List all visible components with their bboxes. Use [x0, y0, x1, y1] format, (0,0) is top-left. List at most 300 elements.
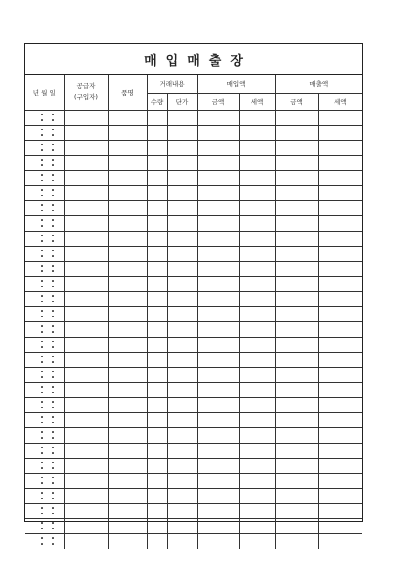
- date-separator-dot: [41, 528, 43, 530]
- ledger-cell: [167, 186, 197, 201]
- date-cell: [25, 140, 64, 155]
- date-cell: [25, 201, 64, 216]
- ledger-body: [25, 110, 362, 549]
- ledger-row: [25, 261, 362, 276]
- date-separator-dot: [52, 255, 54, 257]
- ledger-cell: [239, 519, 275, 534]
- ledger-cell: [239, 277, 275, 292]
- ledger-cell: [167, 140, 197, 155]
- ledger-cell: [275, 231, 318, 246]
- date-separator-dot: [41, 134, 43, 136]
- ledger-cell: [318, 367, 362, 382]
- ledger-cell: [64, 413, 108, 428]
- ledger-row: [25, 413, 362, 428]
- date-separator-dot: [52, 301, 54, 303]
- date-separator-dot: [41, 437, 43, 439]
- ledger-cell: [239, 473, 275, 488]
- ledger-cell: [318, 504, 362, 519]
- date-separator-dot: [52, 235, 54, 237]
- ledger-cell: [318, 261, 362, 276]
- ledger-cell: [108, 292, 147, 307]
- date-separator-dot: [52, 341, 54, 343]
- date-separator-dot: [52, 144, 54, 146]
- ledger-cell: [64, 473, 108, 488]
- ledger-cell: [64, 110, 108, 125]
- ledger-cell: [239, 110, 275, 125]
- date-separator-dot: [52, 416, 54, 418]
- ledger-cell: [64, 383, 108, 398]
- date-cell: [25, 171, 64, 186]
- ledger-cell: [275, 413, 318, 428]
- date-separator-dot: [41, 189, 43, 191]
- ledger-cell: [108, 383, 147, 398]
- ledger-cell: [147, 307, 167, 322]
- header-unit-price: 단가: [167, 93, 197, 110]
- ledger-cell: [147, 428, 167, 443]
- header-sales: 매출액: [275, 75, 362, 93]
- date-separator-dot: [52, 431, 54, 433]
- ledger-cell: [147, 519, 167, 534]
- ledger-cell: [147, 125, 167, 140]
- ledger-cell: [318, 322, 362, 337]
- ledger-cell: [197, 186, 239, 201]
- ledger-cell: [318, 307, 362, 322]
- ledger-cell: [64, 367, 108, 382]
- ledger-cell: [275, 246, 318, 261]
- ledger-cell: [167, 473, 197, 488]
- date-separator-dot: [52, 240, 54, 242]
- date-separator-dot: [41, 386, 43, 388]
- date-separator-dot: [41, 522, 43, 524]
- date-separator-dot: [41, 452, 43, 454]
- ledger-cell: [239, 201, 275, 216]
- ledger-cell: [167, 110, 197, 125]
- ledger-cell: [108, 246, 147, 261]
- date-separator-dot: [52, 386, 54, 388]
- ledger-cell: [167, 155, 197, 170]
- date-separator-dot: [41, 392, 43, 394]
- ledger-cell: [167, 171, 197, 186]
- document-title: 매입매출장: [144, 53, 252, 69]
- date-cell: [25, 352, 64, 367]
- ledger-cell: [197, 352, 239, 367]
- ledger-cell: [167, 504, 197, 519]
- ledger-sheet: [24, 43, 363, 522]
- ledger-cell: [167, 443, 197, 458]
- ledger-cell: [108, 322, 147, 337]
- ledger-cell: [197, 277, 239, 292]
- ledger-cell: [197, 504, 239, 519]
- ledger-cell: [147, 231, 167, 246]
- ledger-row: [25, 489, 362, 504]
- ledger-cell: [318, 110, 362, 125]
- date-separator-dot: [52, 437, 54, 439]
- date-cell: [25, 398, 64, 413]
- date-separator-dot: [52, 482, 54, 484]
- ledger-cell: [239, 413, 275, 428]
- date-separator-dot: [52, 195, 54, 197]
- ledger-cell: [147, 292, 167, 307]
- ledger-cell: [239, 307, 275, 322]
- ledger-cell: [64, 231, 108, 246]
- date-separator-dot: [52, 346, 54, 348]
- ledger-cell: [197, 489, 239, 504]
- ledger-cell: [64, 171, 108, 186]
- date-separator-dot: [41, 129, 43, 131]
- ledger-cell: [64, 504, 108, 519]
- ledger-cell: [64, 428, 108, 443]
- ledger-cell: [239, 489, 275, 504]
- ledger-cell: [197, 292, 239, 307]
- date-separator-dot: [41, 219, 43, 221]
- ledger-cell: [275, 519, 318, 534]
- date-cell: [25, 186, 64, 201]
- ledger-cell: [167, 125, 197, 140]
- ledger-cell: [239, 216, 275, 231]
- date-separator-dot: [52, 392, 54, 394]
- ledger-cell: [64, 443, 108, 458]
- ledger-cell: [108, 458, 147, 473]
- ledger-cell: [275, 110, 318, 125]
- date-separator-dot: [52, 250, 54, 252]
- ledger-row: [25, 277, 362, 292]
- date-separator-dot: [41, 310, 43, 312]
- ledger-cell: [318, 534, 362, 549]
- ledger-cell: [239, 367, 275, 382]
- date-cell: [25, 125, 64, 140]
- ledger-cell: [108, 231, 147, 246]
- ledger-cell: [239, 383, 275, 398]
- date-separator-dot: [52, 537, 54, 539]
- ledger-cell: [239, 171, 275, 186]
- ledger-cell: [275, 534, 318, 549]
- ledger-row: [25, 352, 362, 367]
- ledger-cell: [147, 534, 167, 549]
- date-separator-dot: [52, 280, 54, 282]
- date-separator-dot: [41, 280, 43, 282]
- ledger-row: [25, 322, 362, 337]
- ledger-cell: [167, 428, 197, 443]
- date-separator-dot: [41, 159, 43, 161]
- date-cell: [25, 383, 64, 398]
- ledger-cell: [275, 473, 318, 488]
- date-separator-dot: [41, 255, 43, 257]
- date-separator-dot: [52, 331, 54, 333]
- date-separator-dot: [41, 325, 43, 327]
- date-separator-dot: [41, 462, 43, 464]
- date-cell: [25, 519, 64, 534]
- ledger-cell: [239, 261, 275, 276]
- ledger-cell: [167, 337, 197, 352]
- ledger-cell: [197, 246, 239, 261]
- ledger-cell: [108, 534, 147, 549]
- ledger-cell: [167, 231, 197, 246]
- ledger-cell: [64, 352, 108, 367]
- date-separator-dot: [41, 240, 43, 242]
- ledger-cell: [64, 337, 108, 352]
- ledger-cell: [197, 155, 239, 170]
- date-cell: [25, 458, 64, 473]
- ledger-cell: [239, 428, 275, 443]
- ledger-cell: [275, 352, 318, 367]
- ledger-row: [25, 337, 362, 352]
- date-cell: [25, 534, 64, 549]
- date-separator-dot: [41, 210, 43, 212]
- ledger-cell: [108, 140, 147, 155]
- date-separator-dot: [41, 341, 43, 343]
- ledger-cell: [197, 261, 239, 276]
- date-separator-dot: [41, 346, 43, 348]
- ledger-cell: [64, 246, 108, 261]
- ledger-cell: [147, 277, 167, 292]
- ledger-cell: [275, 383, 318, 398]
- ledger-cell: [197, 216, 239, 231]
- date-separator-dot: [52, 507, 54, 509]
- ledger-table: [25, 75, 362, 549]
- ledger-cell: [108, 398, 147, 413]
- ledger-cell: [108, 443, 147, 458]
- ledger-cell: [318, 428, 362, 443]
- ledger-cell: [318, 337, 362, 352]
- header-purchase-amount: 금액: [197, 93, 239, 110]
- ledger-cell: [318, 186, 362, 201]
- date-separator-dot: [41, 265, 43, 267]
- ledger-cell: [197, 534, 239, 549]
- ledger-cell: [147, 383, 167, 398]
- header-supplier-line2: (구입자): [74, 93, 98, 102]
- date-separator-dot: [41, 295, 43, 297]
- ledger-cell: [108, 171, 147, 186]
- ledger-cell: [197, 458, 239, 473]
- date-separator-dot: [52, 462, 54, 464]
- ledger-cell: [147, 443, 167, 458]
- ledger-cell: [275, 186, 318, 201]
- date-separator-dot: [52, 180, 54, 182]
- ledger-cell: [64, 519, 108, 534]
- ledger-cell: [318, 231, 362, 246]
- ledger-cell: [318, 201, 362, 216]
- ledger-cell: [197, 140, 239, 155]
- date-cell: [25, 443, 64, 458]
- ledger-cell: [108, 413, 147, 428]
- date-separator-dot: [52, 522, 54, 524]
- ledger-cell: [239, 186, 275, 201]
- ledger-cell: [318, 413, 362, 428]
- ledger-cell: [64, 398, 108, 413]
- ledger-cell: [167, 534, 197, 549]
- ledger-cell: [167, 292, 197, 307]
- ledger-cell: [147, 110, 167, 125]
- ledger-cell: [318, 140, 362, 155]
- ledger-cell: [64, 216, 108, 231]
- date-separator-dot: [41, 195, 43, 197]
- header-date: 년 월 일: [25, 75, 64, 110]
- ledger-row: [25, 383, 362, 398]
- header-purchase: 매입액: [197, 75, 275, 93]
- header-purchase-tax: 세액: [239, 93, 275, 110]
- ledger-cell: [275, 398, 318, 413]
- date-cell: [25, 155, 64, 170]
- date-cell: [25, 292, 64, 307]
- ledger-row: [25, 186, 362, 201]
- date-separator-dot: [52, 270, 54, 272]
- ledger-cell: [275, 261, 318, 276]
- ledger-cell: [318, 458, 362, 473]
- ledger-cell: [64, 322, 108, 337]
- header-sales-amount: 금액: [275, 93, 318, 110]
- ledger-cell: [197, 519, 239, 534]
- ledger-cell: [318, 489, 362, 504]
- ledger-cell: [239, 231, 275, 246]
- ledger-row: [25, 231, 362, 246]
- ledger-row: [25, 246, 362, 261]
- ledger-cell: [275, 504, 318, 519]
- ledger-row: [25, 140, 362, 155]
- ledger-row: [25, 458, 362, 473]
- ledger-cell: [147, 489, 167, 504]
- date-separator-dot: [41, 507, 43, 509]
- ledger-cell: [64, 534, 108, 549]
- date-separator-dot: [41, 149, 43, 151]
- ledger-cell: [64, 201, 108, 216]
- ledger-cell: [318, 277, 362, 292]
- date-separator-dot: [41, 416, 43, 418]
- ledger-cell: [147, 322, 167, 337]
- ledger-cell: [167, 489, 197, 504]
- date-separator-dot: [41, 356, 43, 358]
- ledger-cell: [239, 398, 275, 413]
- date-separator-dot: [41, 270, 43, 272]
- ledger-row: [25, 443, 362, 458]
- ledger-cell: [275, 155, 318, 170]
- ledger-cell: [318, 383, 362, 398]
- date-separator-dot: [52, 129, 54, 131]
- ledger-cell: [275, 140, 318, 155]
- date-separator-dot: [52, 316, 54, 318]
- date-separator-dot: [52, 467, 54, 469]
- date-separator-dot: [52, 401, 54, 403]
- ledger-cell: [239, 458, 275, 473]
- ledger-cell: [64, 140, 108, 155]
- date-separator-dot: [41, 401, 43, 403]
- date-separator-dot: [52, 371, 54, 373]
- ledger-cell: [318, 246, 362, 261]
- ledger-cell: [64, 261, 108, 276]
- ledger-cell: [275, 125, 318, 140]
- ledger-cell: [167, 261, 197, 276]
- ledger-row: [25, 110, 362, 125]
- date-cell: [25, 367, 64, 382]
- date-cell: [25, 322, 64, 337]
- date-separator-dot: [41, 537, 43, 539]
- ledger-row: [25, 201, 362, 216]
- ledger-cell: [275, 489, 318, 504]
- ledger-cell: [147, 186, 167, 201]
- ledger-cell: [275, 307, 318, 322]
- ledger-cell: [147, 261, 167, 276]
- ledger-row: [25, 473, 362, 488]
- ledger-cell: [108, 125, 147, 140]
- date-separator-dot: [41, 543, 43, 545]
- date-separator-dot: [52, 513, 54, 515]
- date-separator-dot: [41, 422, 43, 424]
- ledger-cell: [275, 428, 318, 443]
- date-cell: [25, 110, 64, 125]
- ledger-cell: [167, 216, 197, 231]
- date-separator-dot: [52, 447, 54, 449]
- date-separator-dot: [52, 204, 54, 206]
- ledger-cell: [197, 383, 239, 398]
- date-separator-dot: [52, 114, 54, 116]
- ledger-row: [25, 428, 362, 443]
- date-separator-dot: [52, 310, 54, 312]
- ledger-cell: [197, 231, 239, 246]
- date-separator-dot: [41, 119, 43, 121]
- date-separator-dot: [52, 164, 54, 166]
- date-separator-dot: [41, 371, 43, 373]
- ledger-cell: [108, 337, 147, 352]
- ledger-cell: [167, 307, 197, 322]
- ledger-cell: [197, 307, 239, 322]
- date-separator-dot: [52, 422, 54, 424]
- date-separator-dot: [52, 477, 54, 479]
- ledger-cell: [318, 352, 362, 367]
- ledger-cell: [147, 201, 167, 216]
- ledger-cell: [167, 246, 197, 261]
- date-separator-dot: [52, 498, 54, 500]
- ledger-cell: [108, 216, 147, 231]
- ledger-cell: [108, 489, 147, 504]
- ledger-cell: [239, 443, 275, 458]
- ledger-row: [25, 292, 362, 307]
- ledger-cell: [64, 125, 108, 140]
- date-separator-dot: [41, 467, 43, 469]
- ledger-cell: [147, 473, 167, 488]
- ledger-cell: [108, 261, 147, 276]
- ledger-cell: [275, 216, 318, 231]
- ledger-cell: [318, 125, 362, 140]
- title-row: [25, 44, 362, 75]
- date-cell: [25, 504, 64, 519]
- date-separator-dot: [52, 210, 54, 212]
- ledger-cell: [318, 171, 362, 186]
- date-separator-dot: [52, 452, 54, 454]
- header-item: 품명: [108, 75, 147, 110]
- ledger-row: [25, 398, 362, 413]
- ledger-cell: [197, 473, 239, 488]
- ledger-cell: [108, 307, 147, 322]
- date-separator-dot: [52, 174, 54, 176]
- date-separator-dot: [41, 235, 43, 237]
- date-separator-dot: [41, 164, 43, 166]
- ledger-cell: [147, 216, 167, 231]
- date-separator-dot: [41, 376, 43, 378]
- ledger-cell: [167, 367, 197, 382]
- date-separator-dot: [52, 265, 54, 267]
- ledger-cell: [64, 307, 108, 322]
- date-separator-dot: [41, 204, 43, 206]
- ledger-cell: [108, 201, 147, 216]
- date-separator-dot: [41, 407, 43, 409]
- ledger-cell: [275, 322, 318, 337]
- ledger-cell: [167, 352, 197, 367]
- date-separator-dot: [52, 119, 54, 121]
- date-separator-dot: [52, 189, 54, 191]
- date-separator-dot: [41, 286, 43, 288]
- date-separator-dot: [52, 149, 54, 151]
- ledger-cell: [239, 504, 275, 519]
- ledger-cell: [318, 443, 362, 458]
